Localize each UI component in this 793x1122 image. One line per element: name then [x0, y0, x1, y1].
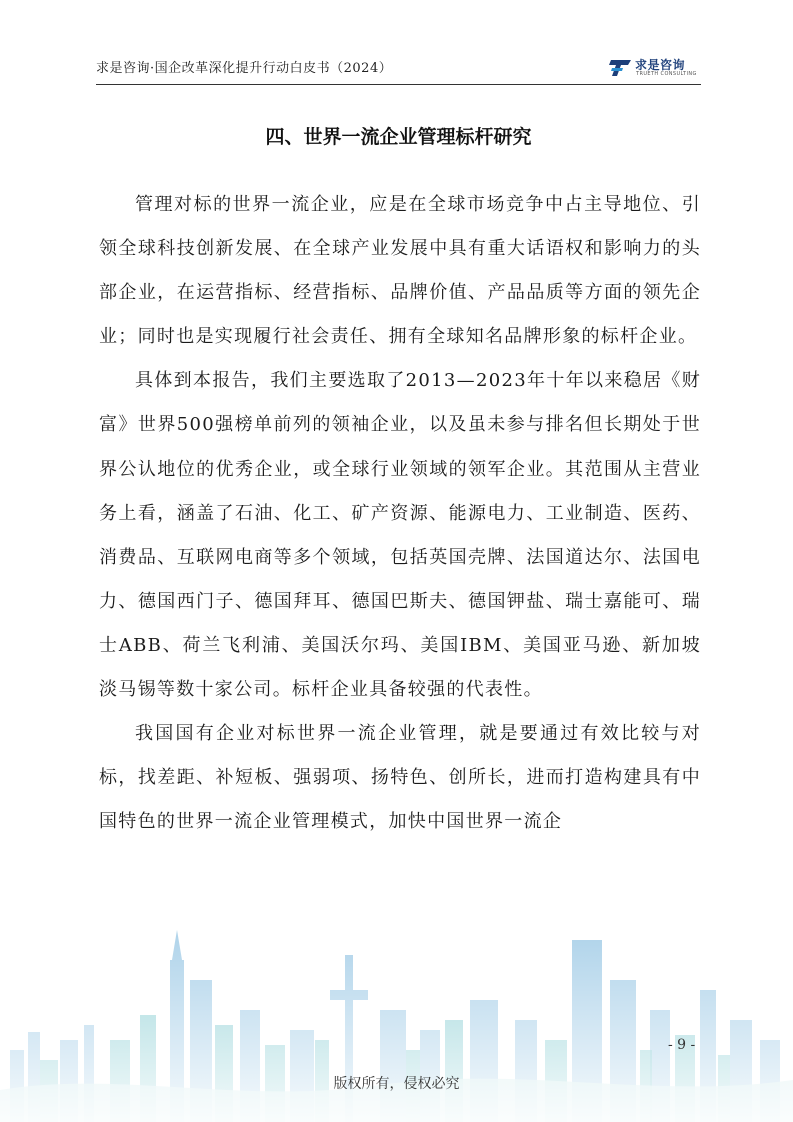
logo-name: 求是咨询 [635, 58, 686, 72]
page-header [96, 54, 701, 85]
copyright-notice: 版权所有，侵权必究 [333, 1076, 460, 1092]
section-title: 四、世界一流企业管理标杆研究 [265, 126, 532, 148]
paragraph-2: 具体到本报告，我们主要选取了2013—2023年十年以来稳居《财富》世界500强榜单前列的领袖企业，以及虽未参与排名但长期处于世界公认地位的优秀企业，或全球行业领域的领军企业。其范围从主营业务上看，涵盖了石油、化工、矿产资源、能源电力、工业制造、医药、消费品、互联网电商等多个领域，包括英国壳牌、法国道达尔、法国电力、德国西门子、德国拜耳、德国巴斯夫、德国钾盐、瑞士嘉能可、瑞士ABB、荷兰飞利浦、美国沃尔玛、美国IBM、美国亚马逊、新加坡淡马锡等数十家公司。标杆企业具备较强的代表性。 [99, 370, 701, 701]
body-text [99, 183, 701, 844]
logo-mark-icon [609, 58, 633, 78]
header-title: 求是咨询·国企改革深化提升行动白皮书（2024） [96, 61, 393, 76]
page-number: - 9 - [668, 1037, 696, 1053]
logo-subtitle: TRUETH CONSULTING [636, 71, 697, 77]
company-logo [609, 56, 699, 80]
paragraph-1: 管理对标的世界一流企业，应是在全球市场竞争中占主导地位、引领全球科技创新发展、在全球产业发展中具有重大话语权和影响力的头部企业，在运营指标、经营指标、品牌价值、产品品质等方面的领先企业；同时也是实现履行社会责任、拥有全球知名品牌形象的标杆企业。 [99, 194, 701, 348]
paragraph-3: 我国国有企业对标世界一流企业管理，就是要通过有效比较与对标，找差距、补短板、强弱项、扬特色、创所长，进而打造构建具有中国特色的世界一流企业管理模式，加快中国世界一流企 [99, 723, 701, 833]
